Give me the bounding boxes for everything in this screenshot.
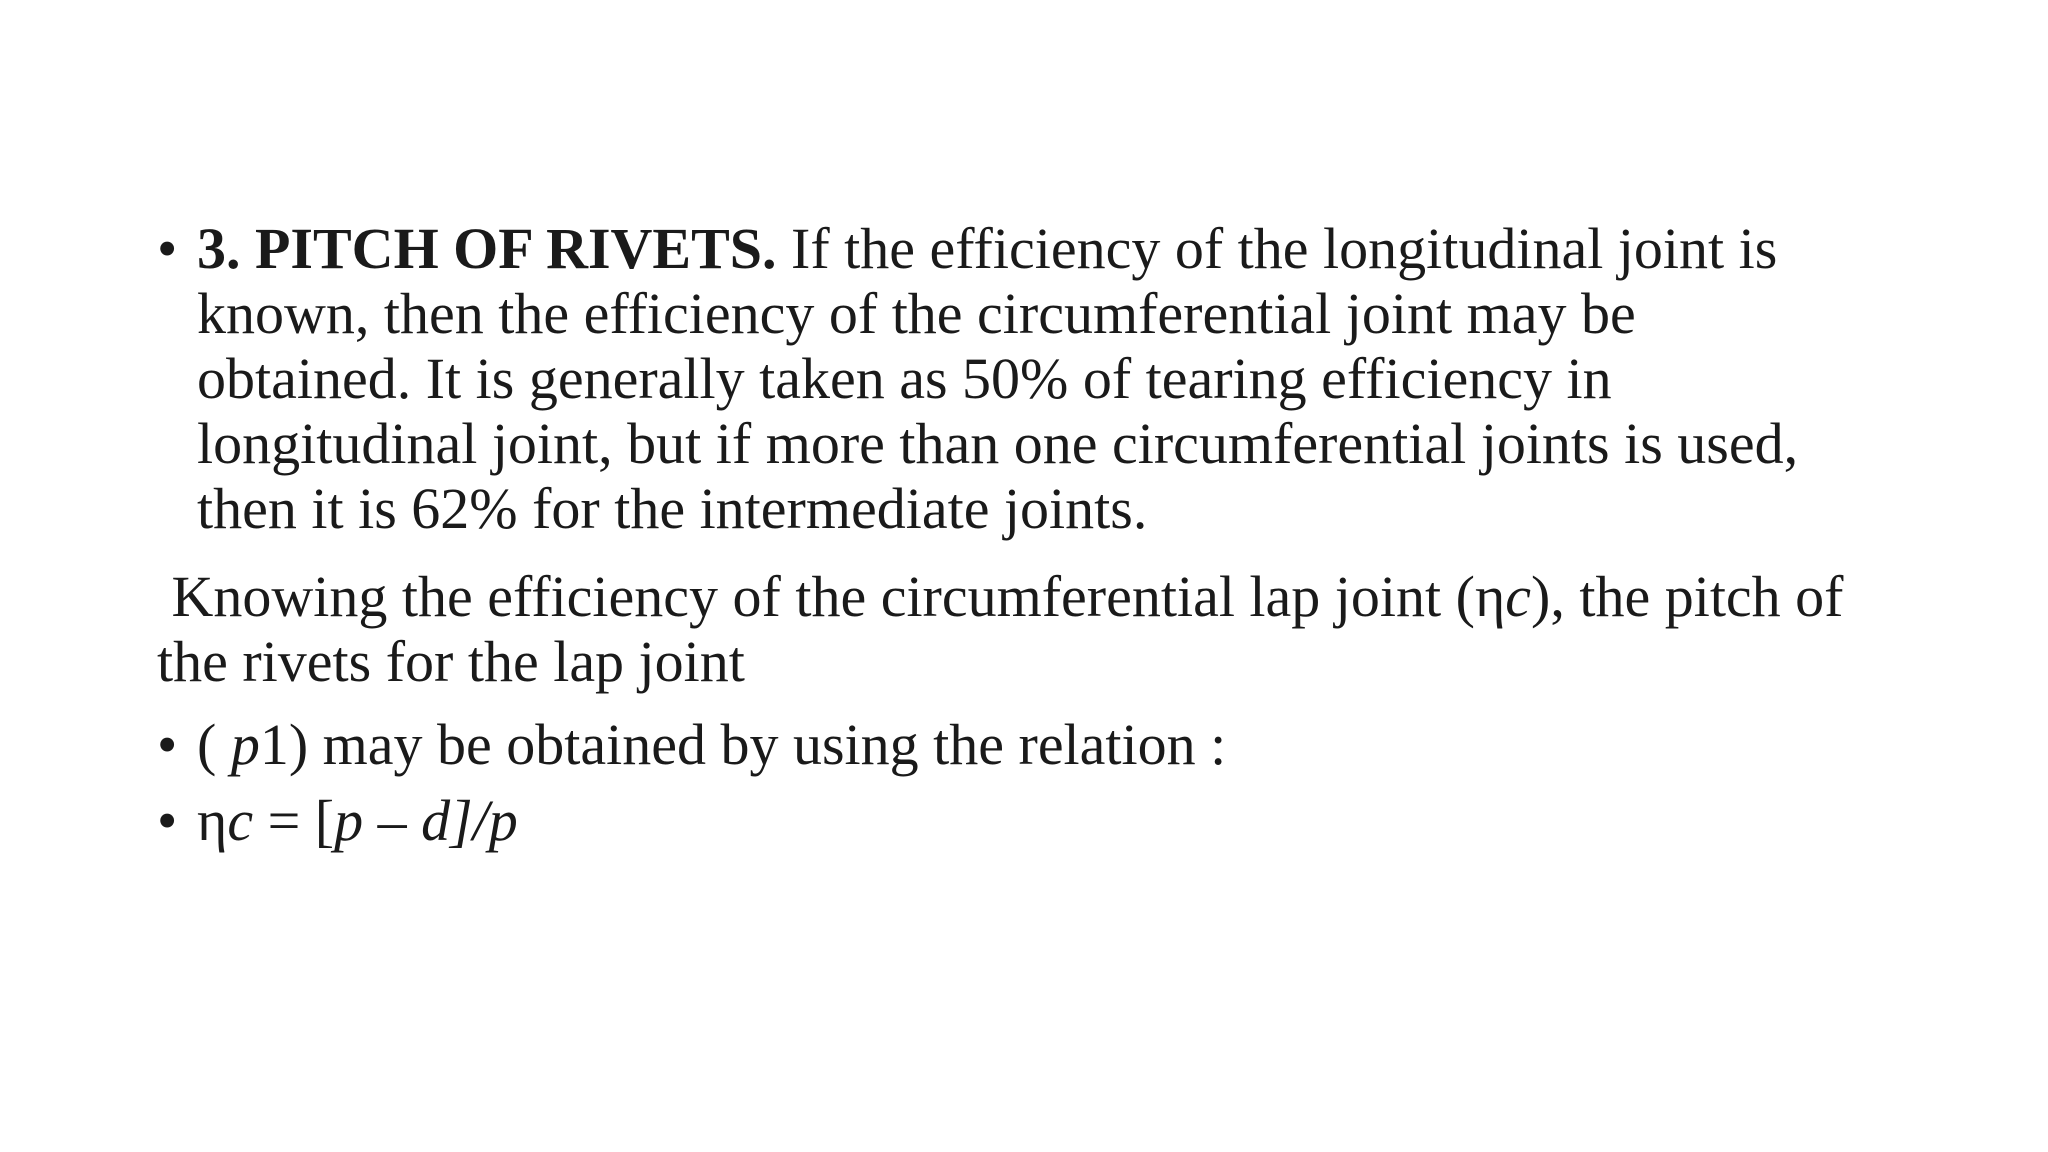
bullet-text xyxy=(197,216,1937,541)
paragraph-line-3: obtained. It is generally taken as 50% of tearing efficiency in xyxy=(197,346,1612,411)
knowing-text-a: Knowing the efficiency of the circumferential lap joint (η xyxy=(157,564,1506,629)
knowing-line-2: the rivets for the lap joint xyxy=(157,629,745,694)
bullet-p1-relation xyxy=(157,712,1937,777)
paragraph-line-5: then it is 62% for the intermediate joints. xyxy=(197,476,1148,541)
slide-content xyxy=(157,216,1937,853)
section-heading: 3. PITCH OF RIVETS. xyxy=(197,216,777,281)
eta-c-subscript: c xyxy=(1505,564,1532,629)
relation-open: ( xyxy=(197,712,231,777)
paragraph-line-1: If the efficiency of the longitudinal joint is xyxy=(791,216,1778,281)
knowing-text-b: ), the pitch of xyxy=(1531,564,1844,629)
bullet-marker: • xyxy=(157,712,178,777)
formula xyxy=(197,788,1937,853)
bullet-text xyxy=(197,712,1937,777)
relation-p: p xyxy=(230,712,260,777)
bullet-formula xyxy=(157,788,1937,853)
formula-eta: η xyxy=(197,788,228,853)
bullet-marker: • xyxy=(157,788,178,853)
relation-rest: 1) may be obtained by using the relation : xyxy=(259,712,1227,777)
paragraph-knowing-efficiency xyxy=(157,564,1937,694)
paragraph-line-2: known, then the efficiency of the circumferential joint may be xyxy=(197,281,1636,346)
formula-expression: p – d]/p xyxy=(334,788,518,853)
bullet-pitch-of-rivets xyxy=(157,216,1937,541)
formula-equals: = [ xyxy=(253,788,335,853)
paragraph-line-4: longitudinal joint, but if more than one circumferential joints is used, xyxy=(197,411,1799,476)
formula-c: c xyxy=(227,788,254,853)
bullet-marker: • xyxy=(157,216,178,281)
